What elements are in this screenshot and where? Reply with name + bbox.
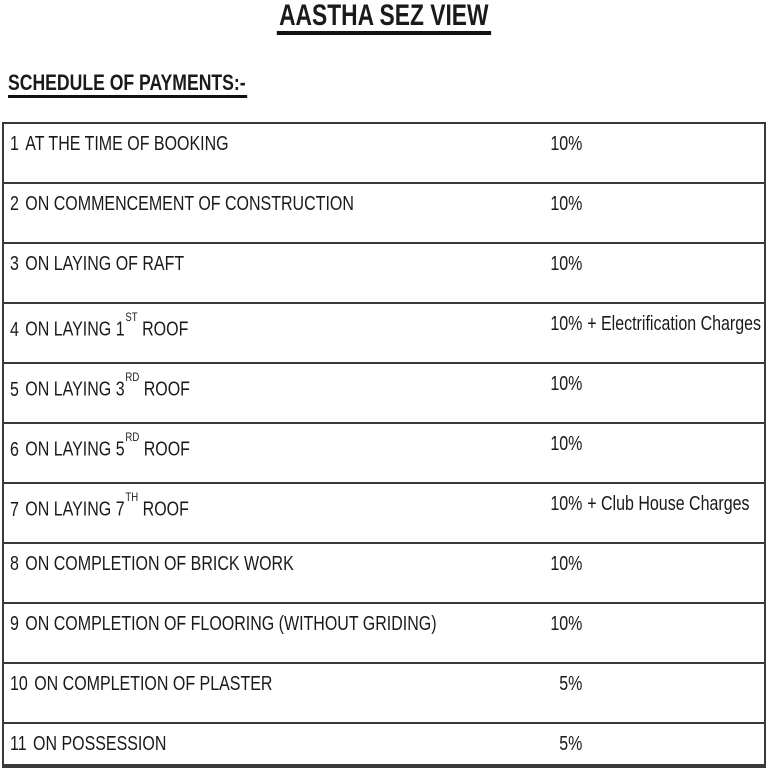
row-label: ON POSSESSION — [33, 733, 167, 755]
row-label: ON COMPLETION OF FLOORING (WITHOUT GRIDING) — [25, 613, 437, 635]
row-label-cell — [10, 372, 764, 402]
row-label-cell — [10, 552, 764, 576]
table-row — [4, 364, 764, 424]
row-label-text — [10, 672, 272, 696]
row-value-text — [536, 132, 582, 156]
row-percentage: 10% — [550, 253, 583, 275]
table-row — [4, 604, 764, 664]
row-value-text — [536, 432, 582, 456]
row-label-cell — [10, 192, 764, 216]
row-label-rest: ROOF — [138, 498, 189, 521]
row-label-text — [10, 732, 166, 756]
row-value-text — [536, 312, 761, 336]
table-row — [4, 244, 764, 304]
row-value-cell — [536, 732, 594, 756]
table-row — [4, 304, 764, 364]
row-value-cell — [536, 252, 594, 276]
row-value-cell — [536, 612, 594, 636]
row-label: ON COMMENCEMENT OF CONSTRUCTION — [25, 193, 354, 215]
row-label-text — [10, 372, 190, 402]
row-number: 3 — [10, 253, 19, 275]
row-label-text — [10, 612, 437, 636]
row-value-cell — [536, 672, 594, 696]
table-row — [4, 184, 764, 244]
row-label: ON LAYING 1 — [25, 318, 125, 341]
row-value-text — [536, 672, 582, 696]
row-label: ON COMPLETION OF BRICK WORK — [25, 553, 294, 575]
row-label-superscript: ST — [125, 310, 138, 324]
row-value-cell — [536, 432, 594, 456]
row-value-cell — [536, 492, 768, 516]
row-value-text — [536, 612, 582, 636]
row-label: ON LAYING 7 — [25, 498, 125, 521]
row-number: 8 — [10, 553, 19, 575]
row-label-text — [10, 552, 294, 576]
row-value-suffix: + Club House Charges — [587, 493, 750, 515]
table-row — [4, 664, 764, 724]
row-label-text — [10, 492, 189, 522]
row-value-cell — [536, 552, 594, 576]
row-number: 7 — [10, 498, 19, 521]
row-percentage: 5% — [559, 733, 583, 755]
row-percentage: 10% — [550, 133, 583, 155]
payment-schedule-table — [2, 122, 766, 768]
row-percentage: 10% — [550, 613, 583, 635]
row-label-rest: ROOF — [139, 378, 190, 401]
row-number: 1 — [10, 133, 19, 155]
row-number: 5 — [10, 378, 19, 401]
page-title: AASTHA SEZ VIEW — [277, 2, 491, 35]
row-label-text — [10, 312, 188, 342]
section-heading: SCHEDULE OF PAYMENTS:- — [8, 72, 247, 98]
row-value-text — [536, 552, 582, 576]
row-value-cell — [536, 312, 768, 336]
row-number: 6 — [10, 438, 19, 461]
row-label-rest: ROOF — [139, 438, 190, 461]
row-percentage: 10% — [550, 193, 583, 215]
table-row — [4, 484, 764, 544]
row-label-cell — [10, 732, 764, 756]
row-number: 2 — [10, 193, 19, 215]
row-percentage: 10% — [550, 493, 583, 515]
row-label-superscript: RD — [125, 370, 140, 384]
row-label: AT THE TIME OF BOOKING — [25, 133, 229, 155]
row-label-cell — [10, 612, 764, 636]
row-label-text — [10, 432, 190, 462]
row-number: 11 — [10, 733, 27, 755]
row-number: 10 — [10, 673, 28, 695]
row-percentage: 10% — [550, 313, 583, 335]
row-label: ON COMPLETION OF PLASTER — [34, 673, 273, 695]
row-label: ON LAYING 3 — [25, 378, 125, 401]
row-value-text — [536, 252, 582, 276]
row-number: 9 — [10, 613, 19, 635]
row-label-superscript: RD — [125, 430, 140, 444]
table-row — [4, 424, 764, 484]
row-label: ON LAYING OF RAFT — [25, 253, 185, 275]
row-value-text — [536, 732, 582, 756]
row-label-rest: ROOF — [137, 318, 189, 341]
row-value-text — [536, 492, 750, 516]
table-row — [4, 124, 764, 184]
row-label-text — [10, 132, 229, 156]
row-value-cell — [536, 192, 594, 216]
title-block — [0, 2, 768, 35]
table-row — [4, 724, 764, 764]
row-value-cell — [536, 132, 594, 156]
row-percentage: 5% — [559, 673, 583, 695]
row-value-cell — [536, 372, 594, 396]
section-heading-block — [8, 72, 768, 98]
row-label-cell — [10, 432, 764, 462]
row-label-text — [10, 252, 184, 276]
table-row — [4, 544, 764, 604]
row-label-superscript: TH — [125, 490, 139, 504]
row-number: 4 — [10, 318, 19, 341]
row-percentage: 10% — [550, 553, 583, 575]
row-label-cell — [10, 132, 764, 156]
row-value-suffix: + Electrification Charges — [587, 313, 762, 335]
row-label-cell — [10, 672, 764, 696]
row-label-text — [10, 192, 354, 216]
row-value-text — [536, 372, 582, 396]
row-value-text — [536, 192, 582, 216]
row-percentage: 10% — [550, 373, 583, 395]
row-label: ON LAYING 5 — [25, 438, 125, 461]
row-percentage: 10% — [550, 433, 583, 455]
row-label-cell — [10, 252, 764, 276]
